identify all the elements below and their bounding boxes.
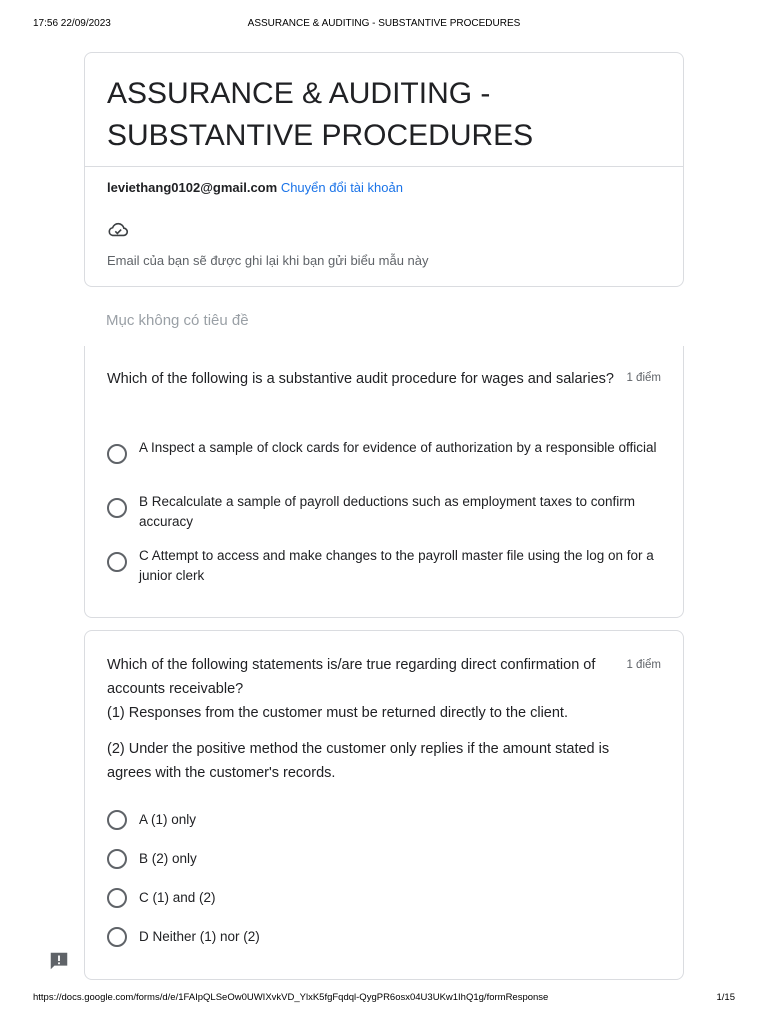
header-divider: [85, 166, 683, 167]
radio-button[interactable]: [107, 888, 127, 908]
option-label: A (1) only: [139, 812, 197, 827]
option-label: B Recalculate a sample of payroll deductions such as employment taxes to confirm accuracy: [139, 494, 635, 529]
print-page-number: 1/15: [716, 992, 735, 1003]
switch-account-link[interactable]: Chuyển đổi tài khoản: [280, 180, 403, 195]
question-card-2: [84, 630, 684, 980]
answer-option-a[interactable]: [107, 438, 667, 464]
option-label: C (1) and (2): [139, 890, 216, 905]
email-notice: Email của bạn sẽ được ghi lại khi bạn gửi biểu mẫu này: [107, 253, 429, 268]
question-text-block: [107, 653, 617, 785]
option-label: D Neither (1) nor (2): [139, 929, 260, 944]
option-label: A Inspect a sample of clock cards for evidence of authorization by a responsible official: [139, 440, 657, 455]
question-points: 1 điểm: [626, 659, 661, 671]
print-url: https://docs.google.com/forms/d/e/1FAIpQLSeOw0UWIXvkVD_YlxK5fgFqdql-QygPR6osx04U3UKw1IhQ1g/formResponse: [33, 992, 549, 1003]
radio-button[interactable]: [107, 444, 127, 464]
answer-option-d[interactable]: [107, 927, 667, 947]
form-title-line2: SUBSTANTIVE PROCEDURES: [107, 119, 534, 152]
answer-option-b[interactable]: [107, 492, 667, 532]
option-label: B (2) only: [139, 851, 197, 866]
answer-option-b[interactable]: [107, 849, 667, 869]
section-title: Mục không có tiêu đề: [106, 312, 249, 329]
answer-option-c[interactable]: [107, 546, 667, 586]
question-text: Which of the following statements is/are true regarding direct confirmation of accounts receivable?: [107, 657, 596, 697]
account-email: leviethang0102@gmail.com: [107, 180, 278, 195]
question-text: Which of the following is a substantive audit procedure for wages and salaries?: [107, 371, 614, 387]
question-card-1: [84, 346, 684, 618]
radio-button[interactable]: [107, 552, 127, 572]
option-label: C Attempt to access and make changes to the payroll master file using the log on for a junior clerk: [139, 548, 654, 583]
account-row: [107, 180, 403, 195]
radio-button[interactable]: [107, 810, 127, 830]
question-statement-1: (1) Responses from the customer must be returned directly to the client.: [107, 705, 568, 721]
cloud-saved-icon: [107, 221, 129, 239]
question-points: 1 điểm: [626, 372, 661, 384]
print-header: [0, 18, 768, 32]
report-feedback-icon[interactable]: [48, 950, 70, 972]
print-timestamp: 17:56 22/09/2023: [33, 18, 111, 29]
radio-button[interactable]: [107, 498, 127, 518]
form-header-card: [84, 52, 684, 287]
print-doc-title: ASSURANCE & AUDITING - SUBSTANTIVE PROCEDURES: [247, 18, 521, 29]
question-statement-2: (2) Under the positive method the customer only replies if the amount stated is agrees with the customer's records.: [107, 741, 610, 781]
form-title-line1: ASSURANCE & AUDITING -: [107, 77, 491, 110]
answer-option-c[interactable]: [107, 888, 667, 908]
form-title: [107, 73, 533, 157]
answer-option-a[interactable]: [107, 810, 667, 830]
radio-button[interactable]: [107, 927, 127, 947]
radio-button[interactable]: [107, 849, 127, 869]
